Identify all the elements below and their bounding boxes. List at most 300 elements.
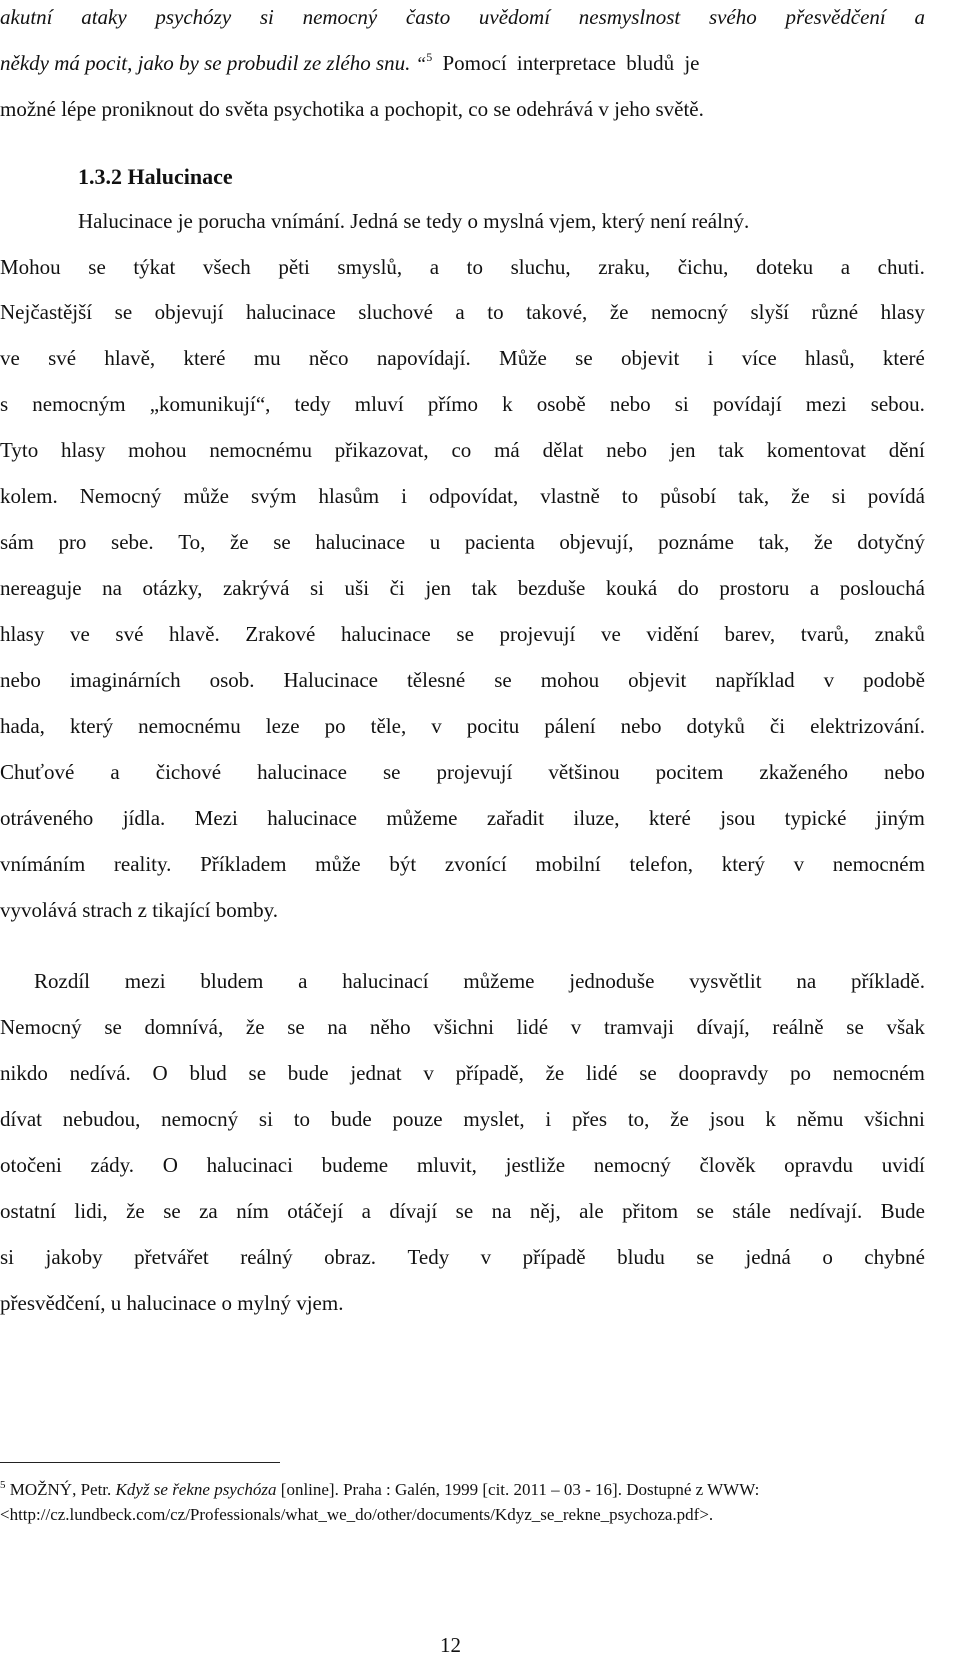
para1-line-word: mezi — [805, 392, 847, 416]
para1-line-word: své — [48, 346, 77, 370]
para2-line-word: se — [248, 1061, 267, 1085]
para1-line-word: hlasy — [880, 300, 925, 324]
para2-line-word: O — [152, 1061, 168, 1085]
para1-line — [0, 850, 925, 878]
para2-line-word: myslet, — [463, 1107, 525, 1131]
para1-line-word: Může — [499, 346, 547, 370]
para1-line — [0, 436, 925, 464]
para2-line-word: se — [163, 1199, 181, 1223]
para1-line-word: jiným — [875, 806, 925, 830]
para1-line-word: své — [115, 622, 144, 646]
para1-line-word: Nejčastější — [0, 300, 93, 324]
para1-line-word: sebe. — [111, 530, 154, 554]
para2-line-word: něj, — [529, 1199, 561, 1223]
para1-line-word: zařadit — [486, 806, 545, 830]
para2-line-word: všichni — [864, 1107, 925, 1131]
para2-line-word: nebudou, — [62, 1107, 141, 1131]
para1-line-word: může — [183, 484, 229, 508]
para1-line-word: kouká — [605, 576, 658, 600]
para2-line-word: bludu — [617, 1245, 665, 1269]
intro-line-2 — [0, 49, 960, 79]
para2-line-word: lidé — [516, 1015, 549, 1039]
para1-line-word: mluví — [354, 392, 404, 416]
para1-line-word: zakrývá — [222, 576, 290, 600]
para1-line-word: nemocným — [32, 392, 126, 416]
para1-line-word: působí — [660, 484, 717, 508]
para2-line-word: něho — [369, 1015, 411, 1039]
intro-line-1 — [0, 3, 925, 31]
para1-line-word: více — [741, 346, 777, 370]
para1-line-word: které — [882, 346, 925, 370]
para1-line-word: dotyčný — [857, 530, 925, 554]
para1-line-word: které — [183, 346, 226, 370]
para2-line — [0, 1105, 925, 1133]
para1-line-word: leze — [265, 714, 300, 738]
para1-line-word: Nemocný — [79, 484, 162, 508]
para1-line-word: sluchu, — [510, 255, 571, 279]
para1-line — [0, 666, 925, 694]
para1-line-word: ve — [600, 622, 621, 646]
para2-line-word: že — [245, 1015, 265, 1039]
para2-line-word: v — [570, 1015, 582, 1039]
para1-line-word: osobě — [536, 392, 586, 416]
para2-line-word: reálně — [772, 1015, 824, 1039]
para1-line-word: na — [102, 576, 122, 600]
para1-line-word: že — [609, 300, 629, 324]
para1-line-text: vyvolává strach z tikající bomby. — [0, 898, 278, 922]
intro-line-2-text: Pomocí interpretace bludů je — [432, 51, 700, 75]
para2-line-word: lidi, — [74, 1199, 108, 1223]
para2-line-word: mluvit, — [416, 1153, 477, 1177]
para1-line-word: že — [229, 530, 249, 554]
section-heading: 1.3.2 Halucinace — [78, 164, 233, 189]
para1-line-word: všech — [202, 255, 251, 279]
para2-line-word: že — [670, 1107, 689, 1131]
para1-line-word: si — [309, 576, 324, 600]
para1-line-word: a — [429, 255, 440, 279]
para2-line-word: nemocném — [832, 1061, 925, 1085]
para1-line-word: nemocnému — [209, 438, 312, 462]
footnote-author: MOŽNÝ, Petr. — [5, 1480, 116, 1499]
intro-line-1-word: často — [405, 5, 451, 29]
intro-line-1-word: nemocný — [302, 5, 378, 29]
para2-line-word: Tedy — [407, 1245, 450, 1269]
para1-line — [0, 620, 925, 648]
para1-line-word: ve — [0, 346, 20, 370]
para1-line-word: a — [809, 576, 820, 600]
para1-line-word: nebo — [0, 668, 41, 692]
para2-line-word: opravdu — [784, 1153, 853, 1177]
para2-line-word: se — [846, 1015, 864, 1039]
para1-line-word: se — [575, 346, 593, 370]
intro-line-1-word: přesvědčení — [785, 5, 886, 29]
para2-line — [0, 1289, 960, 1317]
para1-line-word: iluze, — [573, 806, 620, 830]
para1-line-word: tak, — [738, 484, 770, 508]
para1-line-word: pálení — [544, 714, 596, 738]
para2-line-word: se — [696, 1199, 714, 1223]
para1-line-word: mohou — [540, 668, 600, 692]
para1-line-word: barev, — [724, 622, 776, 646]
intro-line-1-word: akutní — [0, 5, 53, 29]
para1-line-word: to — [621, 484, 639, 508]
para1-line-word: ve — [69, 622, 90, 646]
para2-line-word: člověk — [699, 1153, 756, 1177]
para1-line-word: v — [823, 668, 835, 692]
para2-line-word: po — [790, 1061, 811, 1085]
intro-line-1-word: ataky — [81, 5, 127, 29]
para1-line-word: slyší — [750, 300, 789, 324]
para1-line — [0, 574, 925, 602]
para1-line-word: objevují — [154, 300, 224, 324]
para1-line-word: si — [674, 392, 689, 416]
para2-line-word: otáčejí — [287, 1199, 344, 1223]
para2-line-word: bludem — [200, 969, 264, 993]
para2-line-word: že — [126, 1199, 145, 1223]
para1-line-word: který — [721, 852, 765, 876]
para1-line — [0, 896, 960, 924]
para1-line-word: to — [487, 300, 504, 324]
para2-line-word: všichni — [433, 1015, 494, 1039]
para2-line-word: dívat — [0, 1107, 42, 1131]
para2-line-word: o — [822, 1245, 833, 1269]
para1-line-word: Mezi — [194, 806, 238, 830]
para1-line-word: typické — [784, 806, 847, 830]
para1-line-word: sebou. — [870, 392, 925, 416]
para1-line-word: hlasy — [0, 622, 45, 646]
footnote-url[interactable]: <http://cz.lundbeck.com/cz/Professionals/what_we_do/other/documents/Kdyz_se_rekne_psychoza.pdf>. — [0, 1505, 714, 1524]
para2-line-word: bude — [330, 1107, 372, 1131]
para1-line-word: může — [315, 852, 361, 876]
para1-line-word: imaginárních — [69, 668, 181, 692]
para1-line-text: Halucinace je porucha vnímání. Jedná se tedy o myslná vjem, který není reálný. — [78, 209, 750, 233]
para1-line-word: těle, — [370, 714, 407, 738]
para1-line-word: povídá — [867, 484, 925, 508]
para1-line-word: nebo — [609, 392, 651, 416]
para2-line-word: pouze — [392, 1107, 443, 1131]
para1-line-word: Mohou — [0, 255, 61, 279]
para1-line-word: hlasům — [318, 484, 380, 508]
para1-line-word: nemocný — [650, 300, 728, 324]
para1-line-word: například — [715, 668, 795, 692]
para1-line-word: či — [769, 714, 786, 738]
para1-line-word: otázky, — [142, 576, 203, 600]
para2-line-word: jakoby — [45, 1245, 103, 1269]
intro-line-1-word: psychózy — [155, 5, 232, 29]
para1-line-word: se — [88, 255, 106, 279]
para2-line-word: přetvářet — [134, 1245, 209, 1269]
para1-line-word: halucinace — [340, 622, 431, 646]
para1-line-word: jen — [425, 576, 451, 600]
para1-line-word: které — [648, 806, 691, 830]
para1-line-word: hada, — [0, 714, 45, 738]
para2-line — [0, 1243, 925, 1271]
para1-line-word: i — [707, 346, 714, 370]
para2-line-word: Nemocný — [0, 1015, 82, 1039]
para2-line-word: že — [545, 1061, 565, 1085]
para2-line-word: nikdo — [0, 1061, 48, 1085]
para2-line — [0, 1013, 925, 1041]
para1-line-word: To, — [178, 530, 206, 554]
para1-line-word: pocitem — [655, 760, 724, 784]
para2-line — [0, 1059, 925, 1087]
para1-line-word: svým — [250, 484, 297, 508]
para2-line-word: však — [886, 1015, 925, 1039]
para1-line-word: dění — [888, 438, 925, 462]
para2-line-word: vysvětlit — [689, 969, 762, 993]
para1-line-word: halucinace — [257, 760, 347, 784]
para1-line-word: znaků — [874, 622, 925, 646]
para1-line-word: Halucinace — [283, 668, 378, 692]
para2-line-word: i — [545, 1107, 552, 1131]
para2-line — [0, 1151, 925, 1179]
para1-line-word: jen — [669, 438, 696, 462]
para1-line-word: halucinace — [315, 530, 406, 554]
para1-line-word: jídla. — [122, 806, 166, 830]
para1-line — [0, 528, 925, 556]
para1-line-word: osob. — [209, 668, 255, 692]
para1-line-word: otráveného — [0, 806, 94, 830]
para1-line-word: chuti. — [877, 255, 925, 279]
para2-line-word: budeme — [321, 1153, 389, 1177]
para2-line-word: chybné — [864, 1245, 925, 1269]
para1-line-word: hlavě, — [104, 346, 156, 370]
para1-line-word: čichu, — [677, 255, 729, 279]
para1-line-word: s — [0, 392, 9, 416]
para1-line-word: halucinace — [245, 300, 336, 324]
para1-line-word: čichové — [155, 760, 222, 784]
para2-line-word: ostatní — [0, 1199, 56, 1223]
para2-line-word: za — [199, 1199, 218, 1223]
para1-line-word: pěti — [278, 255, 310, 279]
para2-line-text: přesvědčení, u halucinace o mylný vjem. — [0, 1291, 344, 1315]
para1-line-word: hlavě. — [169, 622, 220, 646]
para2-line — [34, 967, 925, 995]
para1-line-word: přikazovat, — [334, 438, 429, 462]
para2-line-word: otočeni — [0, 1153, 62, 1177]
para1-line-word: zkaženého — [759, 760, 848, 784]
para1-line-word: vnímáním — [0, 852, 86, 876]
para2-line-word: jednoduše — [569, 969, 655, 993]
para2-line-word: tramvaji — [603, 1015, 674, 1039]
para1-line-word: bezduše — [517, 576, 586, 600]
para1-line-word: tak, — [758, 530, 790, 554]
para1-line — [0, 758, 925, 786]
para1-line-word: a — [840, 255, 851, 279]
para1-line-word: uši — [344, 576, 370, 600]
para2-line-word: se — [104, 1015, 122, 1039]
para2-line-word: to, — [627, 1107, 650, 1131]
para1-line-word: dotyků — [686, 714, 745, 738]
para2-line-word: nedívají. — [789, 1199, 863, 1223]
para1-line — [78, 207, 960, 235]
para2-line-word: si — [258, 1107, 273, 1131]
para2-line-word: přes — [572, 1107, 608, 1131]
para2-line-word: Rozdíl — [34, 969, 90, 993]
para1-line-word: nereaguje — [0, 576, 82, 600]
para1-line-word: projevují — [436, 760, 513, 784]
para1-line-word: jsou — [720, 806, 756, 830]
para1-line-word: reality. — [113, 852, 172, 876]
para2-line-word: Bude — [880, 1199, 925, 1223]
para1-line-word: halucinace — [267, 806, 357, 830]
para1-line-word: nemocném — [832, 852, 925, 876]
intro-line-1-word: nesmyslnost — [578, 5, 681, 29]
para2-line-word: uvidí — [881, 1153, 925, 1177]
footnote-line-1 — [0, 1479, 759, 1501]
para2-line-word: bude — [287, 1061, 329, 1085]
para1-line-word: elektrizování. — [810, 714, 925, 738]
para1-line-word: telefon, — [629, 852, 693, 876]
para2-line-word: jsou — [709, 1107, 745, 1131]
para1-line-word: i — [401, 484, 407, 508]
intro-line-1-word: si — [259, 5, 274, 29]
para2-line-word: němu — [796, 1107, 844, 1131]
para1-line-word: tvarů, — [800, 622, 850, 646]
para1-line-word: komentovat — [766, 438, 866, 462]
para1-line-word: přímo — [427, 392, 479, 416]
para1-line-word: a — [110, 760, 120, 784]
para2-line-word: dívají — [389, 1199, 438, 1223]
para2-line-word: jestliže — [505, 1153, 566, 1177]
para1-line-word: v — [431, 714, 442, 738]
intro-line-3 — [0, 95, 960, 123]
para1-line-word: smyslů, — [337, 255, 403, 279]
para1-line-word: mu — [253, 346, 281, 370]
para2-line-word: domnívá, — [144, 1015, 224, 1039]
para2-line-word: případě, — [455, 1061, 524, 1085]
para1-line-word: do — [677, 576, 699, 600]
para1-line-word: většinou — [548, 760, 620, 784]
para2-line-word: doopravdy — [678, 1061, 769, 1085]
page-number: 12 — [440, 1633, 461, 1657]
para2-line-word: přitom — [622, 1199, 679, 1223]
para1-line-word: napovídají. — [376, 346, 471, 370]
para1-line-word: Zrakové — [245, 622, 316, 646]
para1-line-word: či — [389, 576, 405, 600]
para2-line-word: dívají, — [696, 1015, 750, 1039]
para1-line-word: objevují, — [559, 530, 634, 554]
para1-line-word: pocitu — [466, 714, 520, 738]
para2-line-word: v — [480, 1245, 492, 1269]
para2-line-word: O — [162, 1153, 178, 1177]
para1-line-word: sám — [0, 530, 34, 554]
para1-line-word: tělesné — [406, 668, 466, 692]
para2-line-word: lidé — [585, 1061, 618, 1085]
para1-line-word: se — [382, 760, 401, 784]
para2-line-word: nedívá. — [69, 1061, 131, 1085]
para2-line-word: ale — [579, 1199, 604, 1223]
para1-line-word: projevují — [499, 622, 576, 646]
intro-line-3-text: možné lépe proniknout do světa psychotika a pochopit, co se odehrává v jeho světě. — [0, 97, 704, 121]
para1-line-word: se — [494, 668, 512, 692]
para2-line-word: obraz. — [324, 1245, 377, 1269]
para1-line-word: nebo — [884, 760, 925, 784]
para2-line-word: a — [361, 1199, 371, 1223]
para2-line-word: na — [796, 969, 817, 993]
para1-line-word: různé — [811, 300, 859, 324]
para2-line — [0, 1197, 925, 1225]
para1-line-word: se — [456, 622, 474, 646]
para1-line-word: povídají — [712, 392, 782, 416]
para2-line-word: mezi — [124, 969, 166, 993]
para1-line-word: můžeme — [386, 806, 458, 830]
para1-line — [0, 482, 925, 510]
para1-line-word: objevit — [620, 346, 680, 370]
para1-line-word: zvonící — [444, 852, 507, 876]
para2-line-word: můžeme — [463, 969, 535, 993]
para1-line-word: podobě — [863, 668, 925, 692]
para1-line — [0, 253, 925, 281]
intro-line-1-word: uvědomí — [478, 5, 551, 29]
para1-line-word: poznáme — [658, 530, 734, 554]
para1-line-word: Příkladem — [200, 852, 287, 876]
para2-line-word: reálný — [240, 1245, 293, 1269]
para1-line-word: nemocnému — [138, 714, 241, 738]
para1-line-word: vlastně — [540, 484, 600, 508]
para1-line-word: tak — [471, 576, 498, 600]
para2-line-word: v — [423, 1061, 434, 1085]
para1-line-word: po — [324, 714, 346, 738]
para2-line-word: případě — [522, 1245, 586, 1269]
para2-line-word: ním — [236, 1199, 269, 1223]
para2-line-word: k — [765, 1107, 776, 1131]
para1-line-word: který — [69, 714, 114, 738]
footnote-line-2 — [0, 1504, 713, 1526]
para2-line-word: se — [639, 1061, 657, 1085]
para1-line-word: se — [114, 300, 133, 324]
para2-line-word: zády. — [90, 1153, 135, 1177]
para1-line-word: má — [494, 438, 520, 462]
para2-line-word: jedná — [745, 1245, 791, 1269]
para1-line-word: si — [831, 484, 846, 508]
para1-line-word: pacienta — [464, 530, 535, 554]
para2-line-word: jednat — [350, 1061, 402, 1085]
para1-line-word: nebo — [606, 438, 648, 462]
para1-line-word: hlasů, — [805, 346, 855, 370]
para1-line-word: zraku, — [598, 255, 651, 279]
para2-line-word: na — [327, 1015, 348, 1039]
para1-line-word: poslouchá — [839, 576, 925, 600]
footnote-separator — [0, 1462, 280, 1463]
para1-line-word: týkat — [133, 255, 176, 279]
footnote-title: Když se řekne psychóza — [115, 1480, 277, 1499]
para2-line-word: si — [0, 1245, 15, 1269]
para2-line-word: nemocný — [161, 1107, 239, 1131]
para1-line-word: co — [451, 438, 472, 462]
para1-line-word: Chuťové — [0, 760, 75, 784]
para2-line-word: se — [696, 1245, 714, 1269]
para1-line — [0, 712, 925, 740]
para1-line-word: v — [793, 852, 805, 876]
para1-line-word: mohou — [128, 438, 187, 462]
para1-line-word: tedy — [294, 392, 331, 416]
para1-line-word: a — [455, 300, 465, 324]
intro-line-2-italic: někdy má pocit, jako by se probudil ze zlého snu. — [0, 51, 411, 75]
para1-line-word: dělat — [542, 438, 584, 462]
para1-line-word: pro — [58, 530, 87, 554]
para1-line — [0, 390, 925, 418]
para1-line-word: takové, — [526, 300, 588, 324]
para2-line-word: stále — [732, 1199, 771, 1223]
para1-line-word: odpovídat, — [429, 484, 519, 508]
para1-line-word: to — [466, 255, 483, 279]
para1-line-word: Tyto — [0, 438, 39, 462]
para1-line-word: nebo — [620, 714, 662, 738]
para1-line-word: kolem. — [0, 484, 58, 508]
para1-line — [0, 298, 925, 326]
intro-line-1-word: a — [914, 5, 925, 29]
